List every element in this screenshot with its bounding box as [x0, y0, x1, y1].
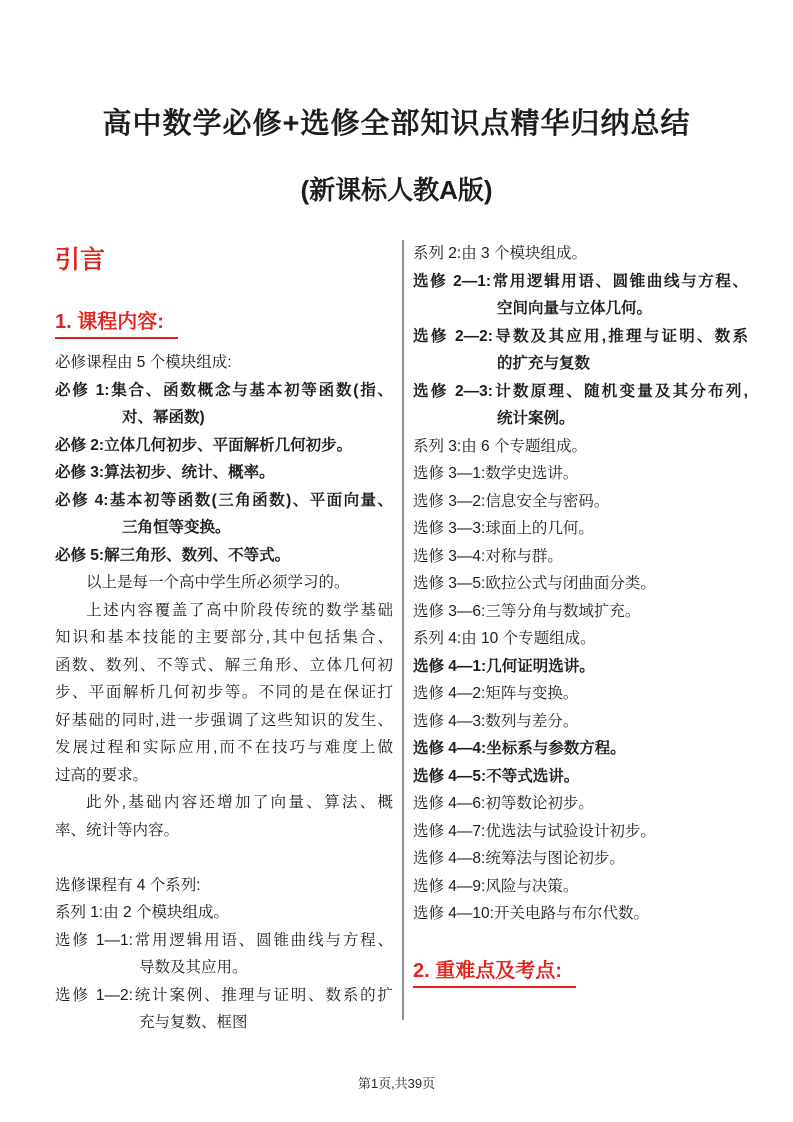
text-line: 导数及其应用。 [139, 959, 248, 976]
text-line: 必修 4:基本初等函数(三角函数)、平面向量、 [55, 491, 393, 509]
text-line: 系列 4:由 10 个专题组成。 [413, 630, 596, 647]
text-line: 选修 4—4:坐标系与参数方程。 [413, 740, 626, 757]
document-title: 高中数学必修+选修全部知识点精华归纳总结 [102, 108, 691, 140]
text-line: 好基础的同时,进一步强调了这些知识的发生、 [55, 711, 393, 729]
text-line: 统计案例。 [497, 410, 575, 427]
text-line: 率、统计等内容。 [55, 821, 180, 839]
section2-heading [413, 958, 748, 988]
text-line: 选修 2—3:计数原理、随机变量及其分布列, [413, 382, 748, 400]
text-line: 三角恒等变换。 [122, 519, 231, 536]
text-line: 选修课程有 4 个系列: [55, 876, 201, 894]
text-line: 必修 1:集合、函数概念与基本初等函数(指、 [55, 381, 393, 399]
text-line: 系列 3:由 6 个专题组成。 [413, 437, 587, 455]
text-line: 选修 4—6:初等数论初步。 [413, 795, 594, 812]
right-column [413, 240, 748, 1020]
text-line: 函数、数列、不等式、解三角形、立体几何初 [55, 656, 393, 674]
text-line: 必修 5:解三角形、数列、不等式。 [55, 546, 291, 564]
text-line: 步、平面解析几何初步等。不同的是在保证打 [55, 684, 393, 701]
text-line: 知识和基本技能的主要部分,其中包括集合、 [55, 629, 393, 646]
page-footer: 第1页,共39页 [357, 1076, 436, 1091]
text-line: 以上是每一个高中学生所必须学习的。 [86, 574, 350, 591]
document-header [0, 0, 793, 208]
intro-heading: 引言 [55, 246, 106, 274]
text-line: 选修 2—1:常用逻辑用语、圆锥曲线与方程、 [413, 272, 748, 290]
text-line: 必修 3:算法初步、统计、概率。 [55, 464, 275, 481]
text-line: 选修 3—2:信息安全与密码。 [413, 492, 610, 510]
text-line: 上述内容覆盖了高中阶段传统的数学基础 [86, 601, 393, 619]
left-column-lines [55, 349, 393, 1037]
text-line: 必修 2:立体几何初步、平面解析几何初步。 [55, 436, 353, 454]
text-line: 选修 4—8:统筹法与图论初步。 [413, 850, 625, 867]
section1-heading [55, 309, 393, 339]
left-column [55, 240, 393, 1031]
text-line: 选修 4—2:矩阵与变换。 [413, 685, 579, 702]
section1-heading-text: 1. 课程内容: [55, 309, 178, 339]
right-column-lines [413, 240, 748, 928]
text-line: 选修 3—1:数学史选讲。 [413, 465, 579, 482]
text-line: 必修课程由 5 个模块组成: [55, 354, 232, 371]
text-line: 选修 3—4:对称与群。 [413, 547, 563, 565]
text-line: 充与复数、框图 [139, 1014, 248, 1031]
text-line: 选修 4—10:开关电路与布尔代数。 [413, 905, 649, 922]
text-line: 选修 3—6:三等分角与数域扩充。 [413, 602, 641, 620]
text-line: 过高的要求。 [55, 766, 149, 784]
text-line: 选修 3—3:球面上的几何。 [413, 520, 594, 537]
text-line: 选修 4—1:几何证明选讲。 [413, 657, 595, 675]
text-line: 选修 4—7:优选法与试验设计初步。 [413, 822, 656, 840]
text-line: 系列 2:由 3 个模块组成。 [413, 245, 587, 262]
two-column-layout [0, 240, 793, 1031]
text-line: 对、幂函数) [122, 409, 205, 426]
text-line: 选修 1—2:统计案例、推理与证明、数系的扩 [55, 986, 393, 1004]
text-line: 系列 1:由 2 个模块组成。 [55, 904, 229, 921]
text-line: 选修 2—2:导数及其应用,推理与证明、数系 [413, 327, 748, 345]
column-divider-line [402, 240, 404, 1020]
text-line: 选修 4—5:不等式选讲。 [413, 767, 580, 785]
text-line: 选修 4—9:风险与决策。 [413, 877, 579, 895]
section2-heading-text: 2. 重难点及考点: [413, 958, 576, 988]
text-line: 发展过程和实际应用,而不在技巧与难度上做 [55, 739, 393, 756]
text-line [55, 844, 393, 872]
text-line: 选修 3—5:欧拉公式与闭曲面分类。 [413, 575, 656, 592]
text-line: 选修 4—3:数列与差分。 [413, 712, 579, 730]
text-line: 选修 1—1:常用逻辑用语、圆锥曲线与方程、 [55, 931, 393, 949]
text-line: 的扩充与复数 [497, 355, 591, 372]
text-line: 空间向量与立体几何。 [497, 300, 653, 317]
document-subtitle: (新课标人教A版) [300, 175, 493, 205]
text-line: 此外,基础内容还增加了向量、算法、概 [86, 794, 393, 811]
